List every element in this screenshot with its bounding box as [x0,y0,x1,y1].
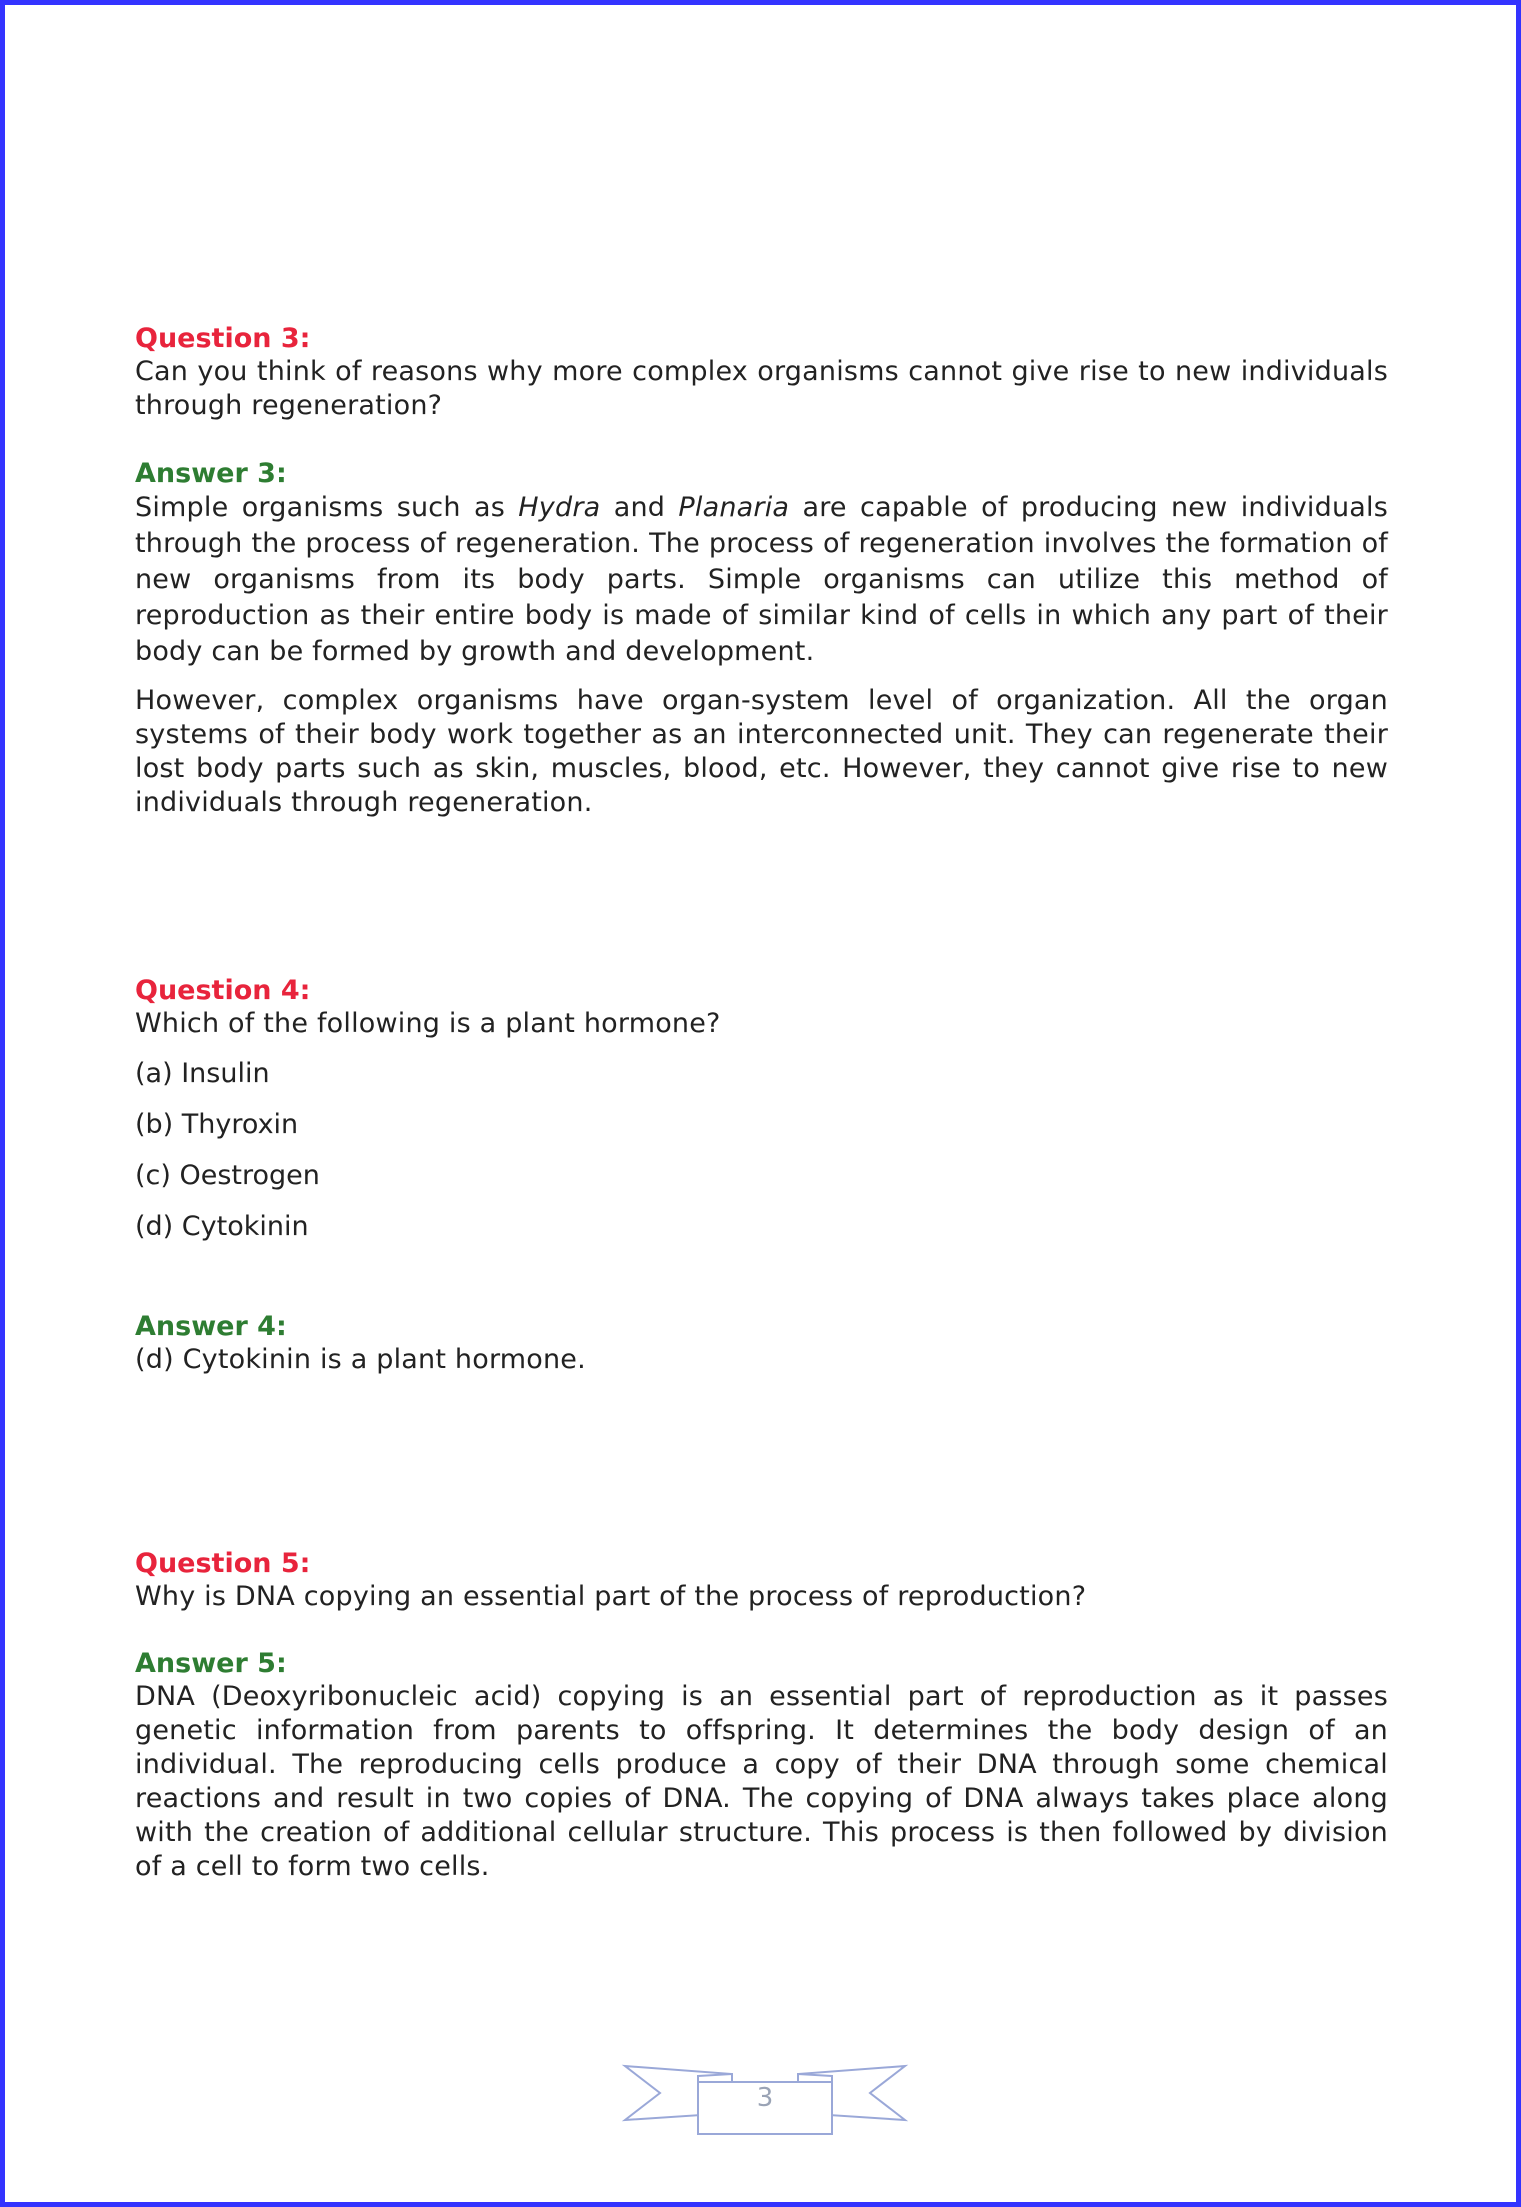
question-5-text: Why is DNA copying an essential part of the process of reproduction? [135,1581,1087,1612]
answer-5-text: DNA (Deoxyribonucleic acid) copying is an essential part of reproduction as it passes genetic information from parents to offspring. It determines the body design of an individual. The reproducing cells produce a copy of their DNA through some chemical reactions and result in two copies of DNA. The copying of DNA always takes place along with the creation of additional cellular structure. This process is then followed by division of a cell to form two cells. [135,1681,1388,1882]
question-5 [135,1547,1388,1614]
question-4-text: Which of the following is a plant hormone? [135,1008,721,1039]
answer-5-heading: Answer 5: [135,1648,287,1679]
answer-3-text: are capable of producing new individuals through the process of regeneration. The process of regeneration involves the formation of new organisms from its body parts. Simple organisms can utilize this method of reproduction as their entire body is made of similar kind of cells in which any part of their body can be formed by growth and development. [135,492,1388,667]
option-a: (a) Insulin [135,1058,270,1089]
page-number-ribbon [620,2058,910,2138]
term-hydra: Hydra [518,492,601,523]
question-4 [135,974,1388,1261]
answer-4-text: (d) Cytokinin is a plant hormone. [135,1344,586,1375]
answer-3-heading: Answer 3: [135,458,287,489]
term-planaria: Planaria [678,492,790,523]
answer-3-paragraph-1 [135,490,1388,670]
question-3-heading: Question 3: [135,323,311,354]
answer-3-paragraph-2: However, complex organisms have organ-system level of organization. All the organ systems of their body work together as an interconnected unit. They can regenerate their lost body parts such as skin, muscles, blood, etc. However, they cannot give rise to new individuals through regeneration. [135,685,1388,818]
question-3-text: Can you think of reasons why more complex organisms cannot give rise to new individuals through regeneration? [135,356,1388,421]
answer-4-heading: Answer 4: [135,1311,287,1342]
option-b: (b) Thyroxin [135,1109,299,1140]
question-3 [135,322,1388,423]
answer-3 [135,457,1388,820]
answer-4 [135,1310,1388,1377]
answer-5 [135,1647,1388,1884]
option-c: (c) Oestrogen [135,1160,320,1191]
option-d: (d) Cytokinin [135,1211,309,1242]
question-5-heading: Question 5: [135,1548,311,1579]
page-number: 3 [756,2083,774,2113]
question-4-heading: Question 4: [135,975,311,1006]
answer-3-text: and [600,492,679,523]
answer-3-text: Simple organisms such as [135,492,519,523]
